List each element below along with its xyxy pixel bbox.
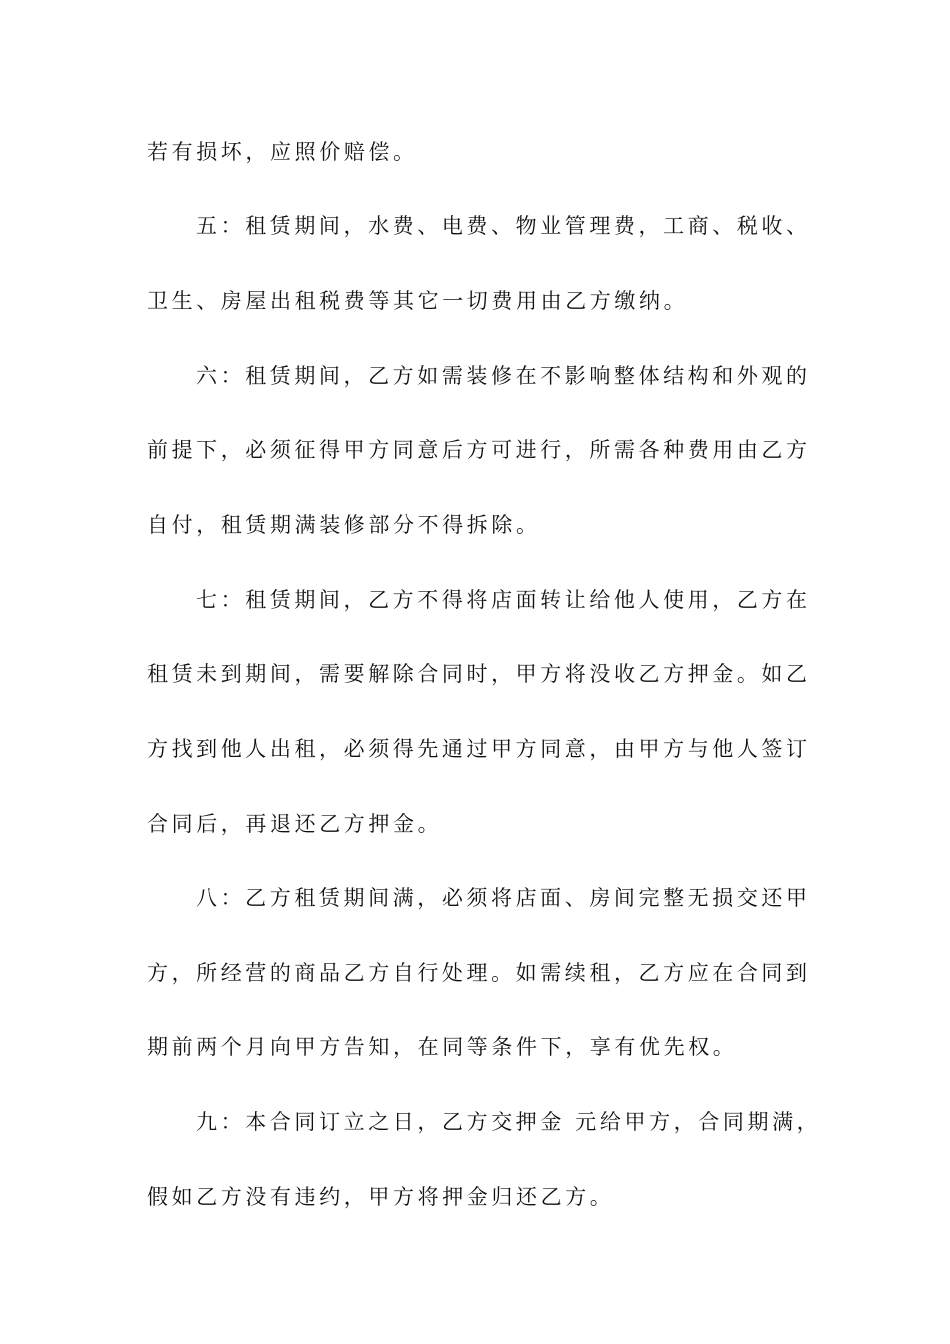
clause-7-line-4: 合同后，再退还乙方押金。 — [147, 812, 443, 836]
clause-9-line-1: 九：本合同订立之日，乙方交押金 元给甲方，合同期满， — [196, 1110, 822, 1134]
clause-8-line-3: 期前两个月向甲方告知，在同等条件下，享有优先权。 — [147, 1035, 738, 1059]
clause-8-line-2: 方，所经营的商品乙方自行处理。如需续租，乙方应在合同到 — [147, 961, 807, 985]
clause-6-line-3: 自付，租赁期满装修部分不得拆除。 — [147, 513, 541, 537]
clause-5-line-1: 五：租赁期间，水费、电费、物业管理费，工商、税收、 — [196, 214, 807, 238]
clause-9-line-2: 假如乙方没有违约，甲方将押金归还乙方。 — [147, 1185, 615, 1209]
clause-6-line-2: 前提下，必须征得甲方同意后方可进行，所需各种费用由乙方 — [147, 438, 807, 462]
clause-7-line-2: 租赁未到期间，需要解除合同时，甲方将没收乙方押金。如乙 — [147, 662, 807, 686]
clause-7-line-1: 七：租赁期间，乙方不得将店面转让给他人使用，乙方在 — [196, 588, 807, 612]
clause-5-line-2: 卫生、房屋出租税费等其它一切费用由乙方缴纳。 — [147, 289, 689, 313]
clause-6-line-1: 六：租赁期间，乙方如需装修在不影响整体结构和外观的 — [196, 364, 807, 388]
clause-7-line-3: 方找到他人出租，必须得先通过甲方同意，由甲方与他人签订 — [147, 737, 807, 761]
text-line-1: 若有损坏，应照价赔偿。 — [147, 140, 418, 164]
clause-8-line-1: 八：乙方租赁期间满，必须将店面、房间完整无损交还甲 — [196, 886, 807, 910]
